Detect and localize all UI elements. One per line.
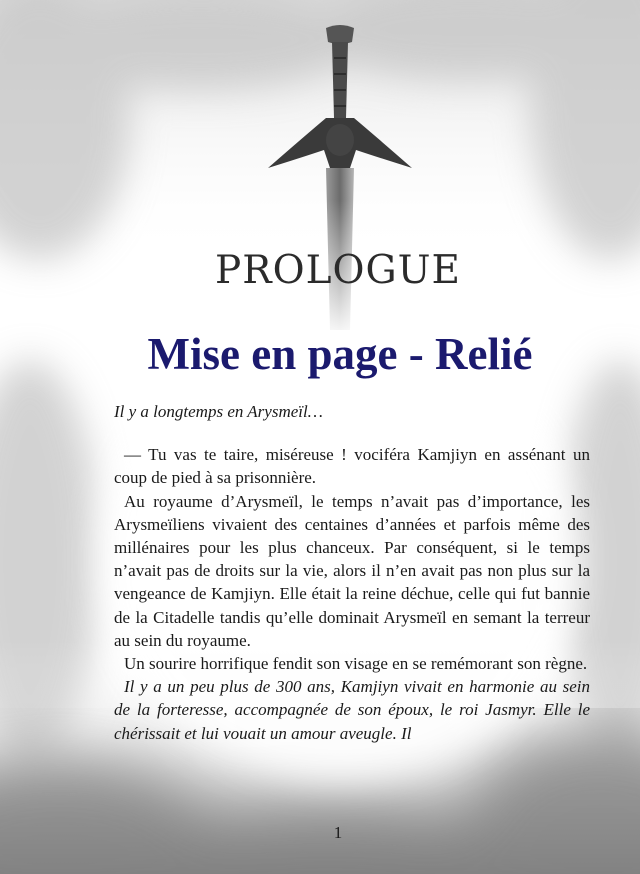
body-text [114, 400, 590, 745]
paragraph: Au royaume d’Arysmeïl, le temps n’avait pas d’importance, les Arysmeïliens vivaient des centaines d’années et parfois même des millénaires pour les plus chanceux. Par conséquent, si le temps n’avait pas de droits sur la vie, alors il n’en avait pas non plus sur la vengeance de Kamjiyn. Elle était la reine déchue, celle qui fut bannie de la Citadelle tandis qu’elle dominait Arysmeïl en semant la terreur au sein du royaume. [114, 491, 590, 650]
banner-title: Mise en page - Relié [147, 329, 533, 379]
chapter-title: PROLOGUE [215, 248, 461, 293]
paragraph: Il y a un peu plus de 300 ans, Kamjiyn vivait en harmonie au sein de la forteresse, accompagnée de son époux, le roi Jasmyr. Elle le chérissait et lui vouait un amour aveugle. Il [114, 677, 590, 743]
page-number: 1 [333, 823, 343, 842]
paragraph: — Tu vas te taire, miséreuse ! vociféra Kamjiyn en assénant un coup de pied à sa prisonnière. [114, 445, 590, 488]
intro-line: Il y a longtemps en Arysmeïl… [114, 402, 323, 421]
paragraph: Un sourire horrifique fendit son visage en se remémorant son règne. [124, 654, 588, 674]
